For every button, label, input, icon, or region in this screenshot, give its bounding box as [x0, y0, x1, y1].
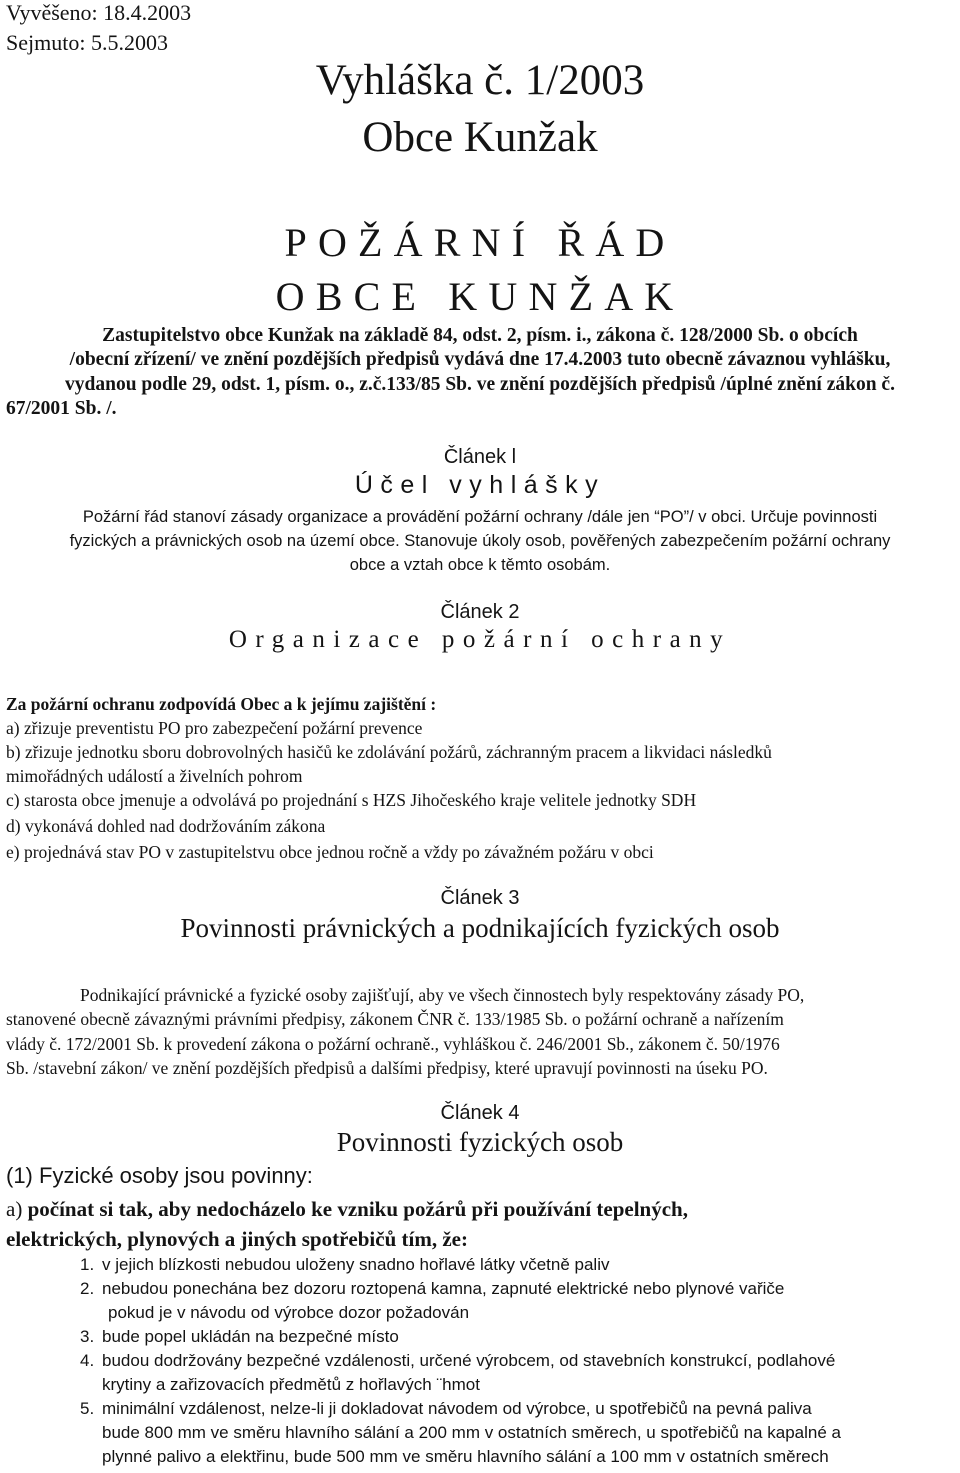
article-3-text: [6, 983, 956, 1080]
list-item: [80, 1277, 841, 1325]
decree-number: Vyhláška č. 1/2003: [315, 57, 645, 104]
document-title-line2: OBCE KUNŽAK: [275, 274, 685, 319]
article-2-title: Organizace požární ochrany: [228, 626, 732, 653]
list-item: d) vykonává dohled nad dodržováním zákona: [6, 816, 326, 836]
list-number: 4.: [80, 1351, 95, 1370]
list-item: a) zřizuje preventistu PO pro zabezpečení požární prevence: [6, 718, 423, 738]
point-a-text-cont: elektrických, plynových a jiných spotřebičů tím, že:: [6, 1227, 468, 1251]
list-item-text: minimální vzdálenost, nelze-li ji dokladovat návodem od výrobce, u spotřebičů na pevná paliva: [102, 1399, 812, 1418]
article-4-label: Článek 4: [440, 1102, 520, 1124]
article-1-title: Účel vyhlášky: [354, 471, 606, 499]
list-item: b) zřizuje jednotku sboru dobrovolných hasičů ke zdolávání požárů, záchranným pracem a likvidaci následků: [6, 742, 772, 762]
list-number: 2.: [80, 1279, 95, 1298]
removed-date: Sejmuto: 5.5.2003: [6, 30, 168, 55]
paragraph-line: Sb. /stavební zákon/ ve znění pozdějších předpisů a dalšími předpisy, které upravují povinnosti na úseku PO.: [6, 1057, 768, 1078]
list-item-text: v jejich blízkosti nebudou uloženy snadno hořlavé látky včetně paliv: [102, 1255, 610, 1274]
paragraph-line: vlády č. 172/2001 Sb. k provedení zákona o požární ochraně., vyhláškou č. 246/2001 Sb., zákonem č. 50/1976: [6, 1033, 780, 1054]
intro-line: vydanou podle 29, odst. 1, písm. o., z.č.133/85 Sb. ve znění pozdějších předpisů /úplné znění zákon č.: [65, 373, 895, 395]
list-item-text: budou dodržovány bezpečné vzdálenosti, určené výrobcem, od stavebních konstrukcí, podlahové: [102, 1351, 836, 1370]
list-number: 5.: [80, 1399, 95, 1418]
list-number: 3.: [80, 1327, 95, 1346]
municipality-name: Obce Kunžak: [362, 114, 598, 161]
point-a-text: počínat si tak, aby nedocházelo ke vzniku požárů při používání tepelných,: [27, 1197, 688, 1221]
list-item: [80, 1253, 841, 1277]
list-item: [80, 1349, 841, 1397]
article-3-title: Povinnosti právnických a podnikajících fyzických osob: [180, 913, 780, 943]
list-item-text: nebudou ponechána bez dozoru roztopená kamna, zapnuté elektrické nebo plynové vařiče: [102, 1279, 785, 1298]
list-item-text: bude popel ukládán na bezpečné místo: [102, 1327, 399, 1346]
list-item: e) projednává stav PO v zastupitelstvu obce jednou ročně a vždy po závažném požáru v obci: [6, 842, 654, 862]
list-item-text: pokud je v návodu od výrobce dozor požadován: [108, 1303, 470, 1322]
document-title-line1: POŽÁRNÍ ŘÁD: [284, 220, 676, 265]
intro-line: Zastupitelstvo obce Kunžak na základě 84, odst. 2, písm. i., zákona č. 128/2000 Sb. o obcích: [102, 325, 858, 346]
point-a-marker: a): [6, 1197, 28, 1221]
list-item: [80, 1325, 841, 1349]
paragraph-line: stanovené obecně závaznými právními předpisy, zákonem ČNR č. 133/1985 Sb. o požární ochraně a nařízením: [6, 1009, 784, 1030]
intro-paragraph: [0, 324, 960, 421]
intro-line: 67/2001 Sb. /.: [6, 397, 117, 419]
list-item: mimořádných událostí a živelních pohrom: [6, 766, 303, 786]
numbered-list: [80, 1253, 841, 1469]
article-4-title: Povinnosti fyzických osob: [336, 1127, 624, 1157]
list-item-text: bude 800 mm ve směru hlavního sálání a 200 mm v ostatních směrech, u spotřebičů na kapalné a: [102, 1423, 841, 1442]
paragraph-line: Požární řád stanoví zásady organizace a provádění požární ochrany /dále jen “PO”/ v obci. Určuje povinnosti: [82, 508, 878, 526]
list-number: 1.: [80, 1255, 95, 1274]
article-2-lead: Za požární ochranu zodpovídá Obec a k jejímu zajištění :: [6, 694, 437, 714]
article-3-label: Článek 3: [440, 887, 520, 909]
article-4-subtitle: (1) Fyzické osoby jsou povinny:: [6, 1163, 313, 1188]
posted-date: Vyvěšeno: 18.4.2003: [6, 0, 192, 25]
list-item-text: plynné palivo a elektřinu, bude 500 mm ve směru hlavního sálání a 100 mm v ostatních směrech: [102, 1447, 829, 1466]
article-1-label: Článek l: [443, 446, 517, 468]
list-item-text: krytiny a zařizovacích předmětů z hořlavých ¨hmot: [102, 1375, 480, 1394]
intro-line: /obecní zřízení/ ve znění pozdějších předpisů vydává dne 17.4.2003 tuto obecně závaznou vyhlášku,: [69, 349, 891, 371]
list-item: c) starosta obce jmenuje a odvolává po projednání s HZS Jihočeského kraje velitele jednotky SDH: [6, 790, 697, 810]
article-1-text: [0, 505, 960, 577]
paragraph-line: obce a vztah obce k těmto osobám.: [349, 556, 611, 574]
paragraph-line: Podnikající právnické a fyzické osoby zajišťují, aby ve všech činnostech byly respektovány zásady PO,: [80, 985, 805, 1005]
article-2-label: Článek 2: [440, 601, 520, 623]
point-a: [6, 1194, 688, 1254]
list-item: [80, 1397, 841, 1469]
paragraph-line: fyzických a právnických osob na území obce. Stanovuje úkoly osob, pověřených zabezpečením požární ochrany: [69, 532, 891, 550]
